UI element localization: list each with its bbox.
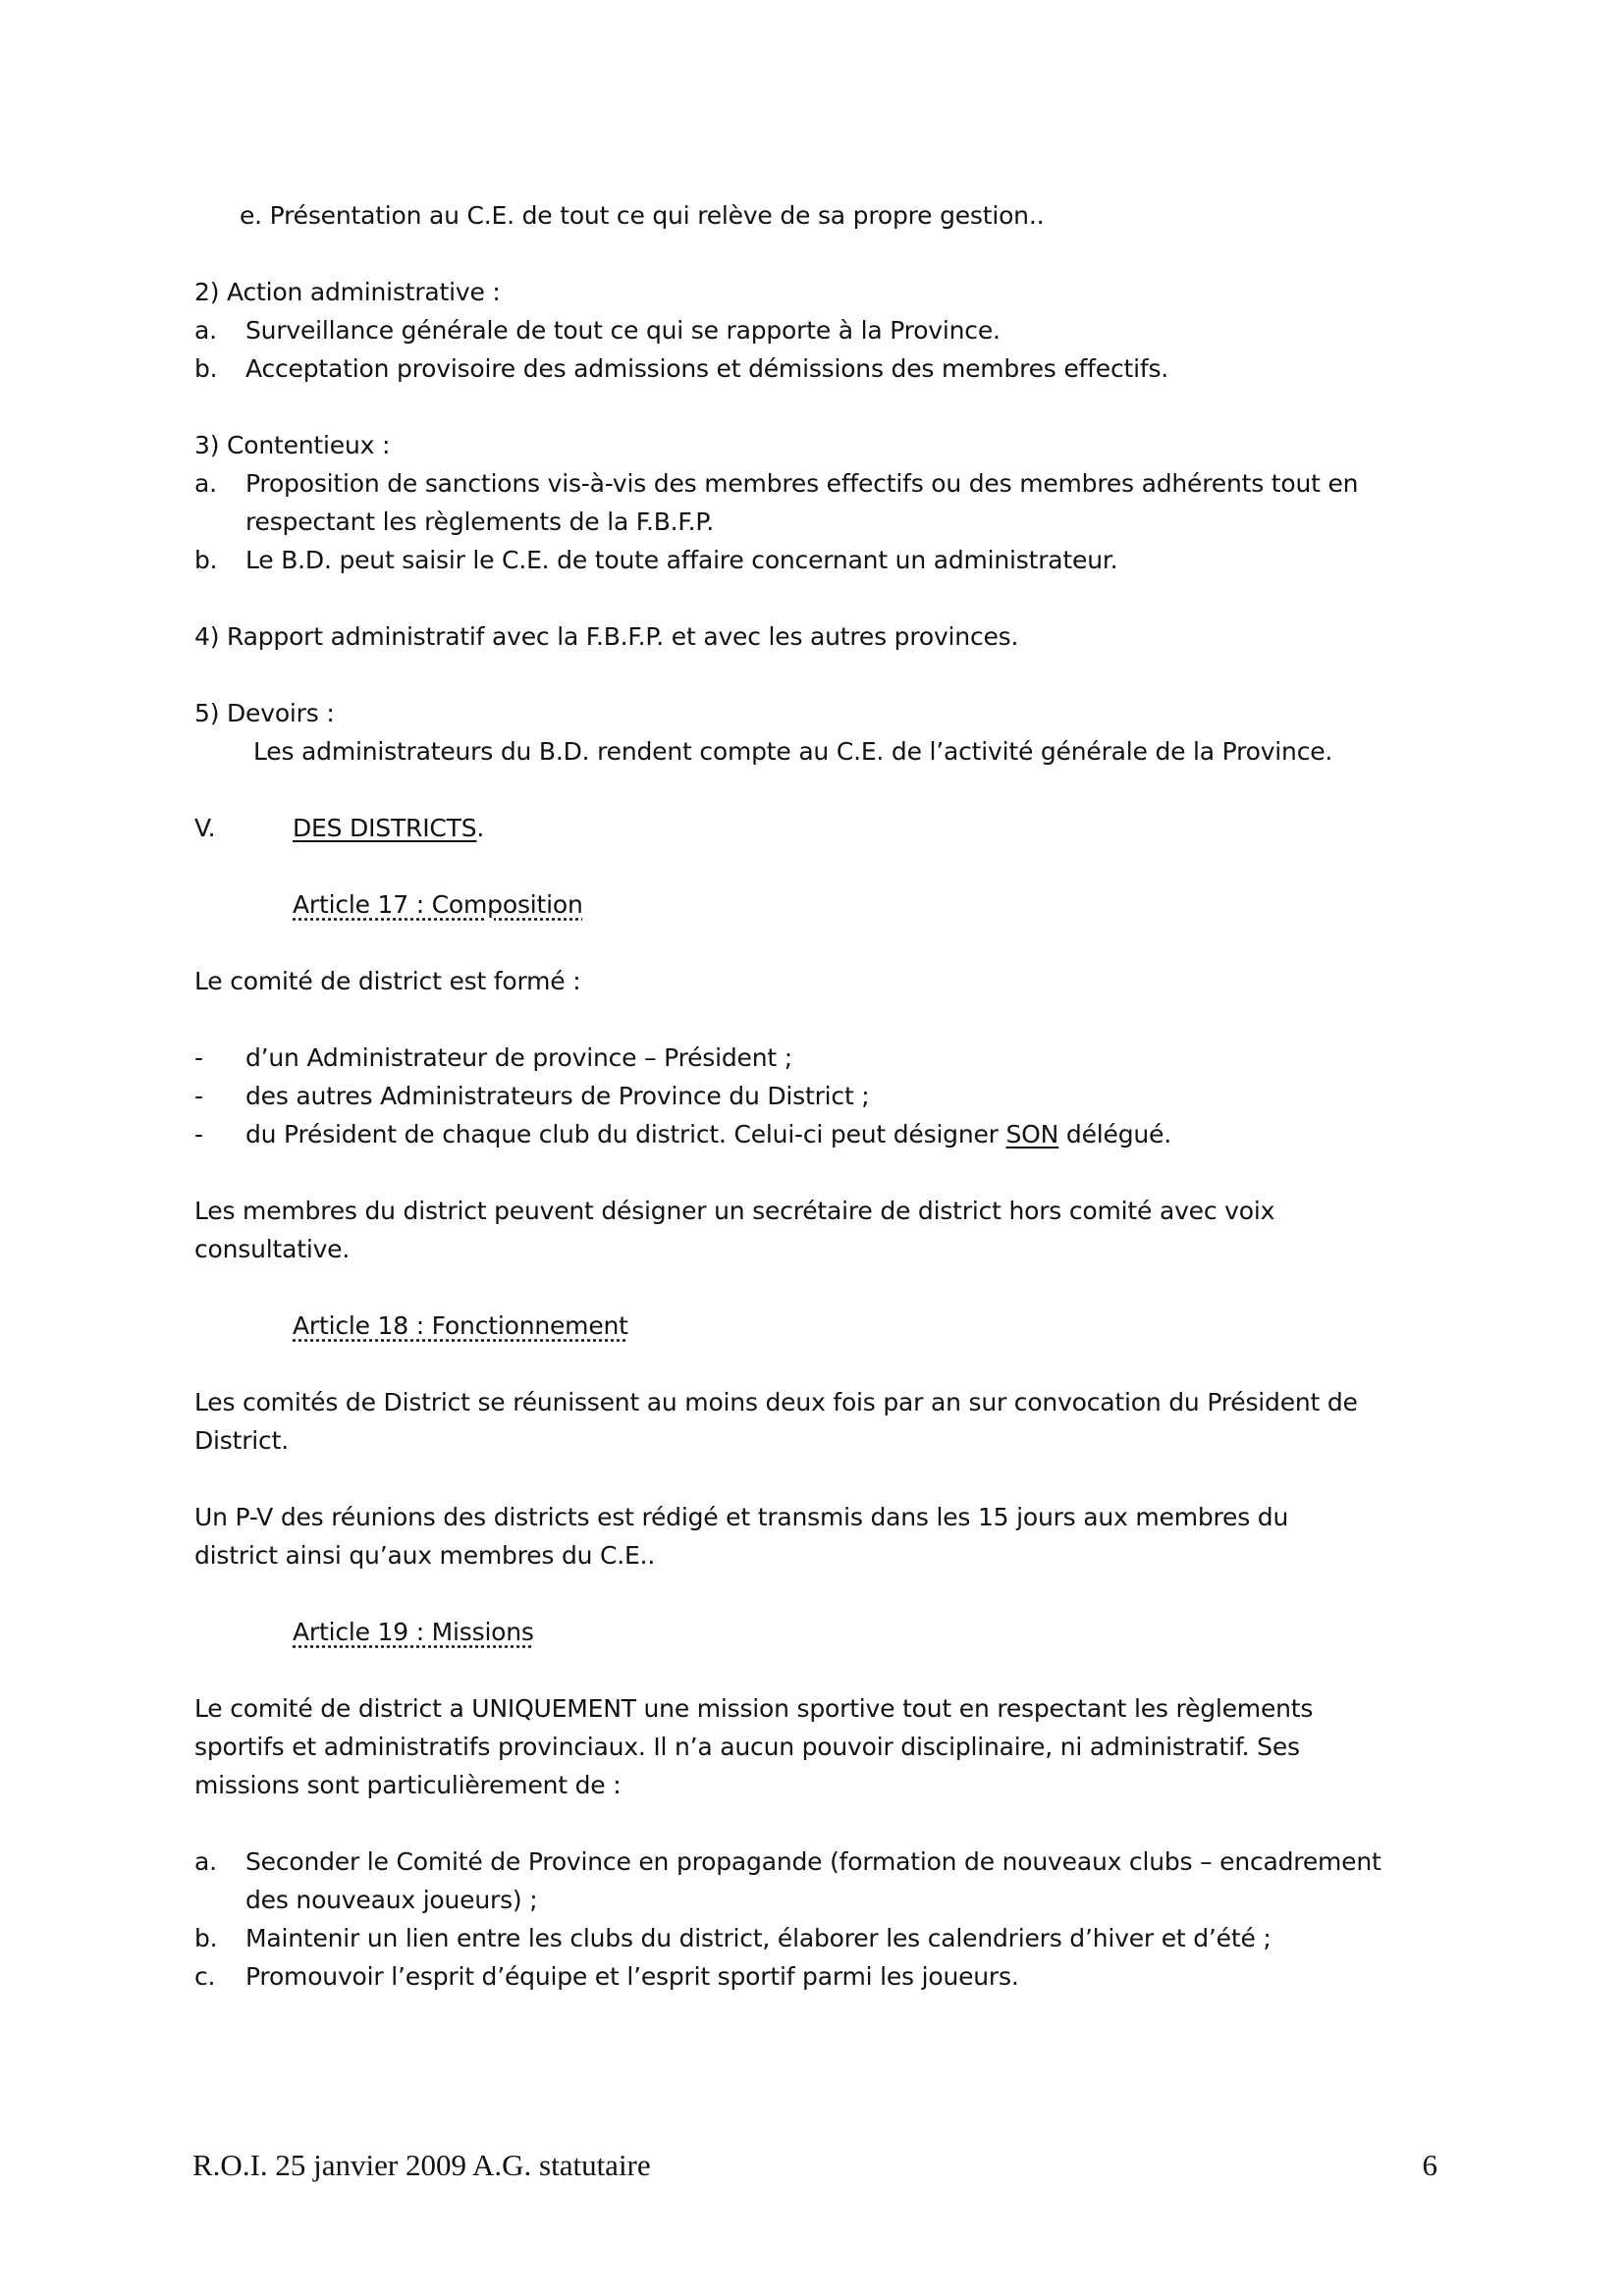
footer-document-reference: R.O.I. 25 janvier 2009 A.G. statutaire [192, 2148, 651, 2182]
list-item-text: du Président de chaque club du district. Celui-ci peut désigner [245, 1120, 1006, 1148]
article-17-item-2 [194, 1077, 1451, 1115]
section-number: V. [194, 814, 216, 842]
article-19-paragraph: Le comité de district a UNIQUEMENT une mission sportive tout en respectant les règlements [194, 1694, 1314, 1723]
section-title: DES DISTRICTS [293, 814, 477, 842]
list-marker: a. [194, 316, 217, 345]
list-item-text: Proposition de sanctions vis-à-vis des membres effectifs ou des membres adhérents tout en [245, 469, 1359, 498]
list-marker: b. [194, 354, 218, 383]
article-18-paragraph-2: Un P-V des réunions des districts est rédigé et transmis dans les 15 jours aux membres du [194, 1503, 1289, 1531]
dash-marker: - [194, 1082, 203, 1110]
item-e-presentation: e. Présentation au C.E. de tout ce qui relève de sa propre gestion.. [240, 201, 1045, 230]
article-18-title: Article 18 : Fonctionnement [293, 1311, 628, 1340]
section-3-item-b [194, 541, 1451, 579]
section-4-heading: 4) Rapport administratif avec la F.B.F.P. et avec les autres provinces. [194, 622, 1019, 651]
section-5-text: Les administrateurs du B.D. rendent compte au C.E. de l’activité générale de la Province. [253, 737, 1333, 766]
page-number: 6 [1422, 2148, 1437, 2182]
list-marker: b. [194, 546, 218, 574]
article-17-title: Article 17 : Composition [293, 890, 583, 919]
article-18-paragraph-2-cont: district ainsi qu’aux membres du C.E.. [194, 1541, 656, 1570]
page-footer [192, 2148, 1437, 2183]
article-18-paragraph-1: Les comités de District se réunissent au moins deux fois par an sur convocation du Président de [194, 1388, 1358, 1416]
article-19-item-a [194, 1842, 1451, 1881]
document-body [194, 196, 1451, 1996]
list-item-text: Le B.D. peut saisir le C.E. de toute affaire concernant un administrateur. [245, 546, 1118, 574]
dash-marker: - [194, 1043, 203, 1072]
list-marker: a. [194, 1847, 217, 1876]
section-2-heading: 2) Action administrative : [194, 278, 501, 306]
article-18-paragraph-1-cont: District. [194, 1426, 289, 1455]
article-17-item-3 [194, 1115, 1451, 1153]
dash-marker: - [194, 1120, 203, 1148]
section-2-item-b [194, 349, 1451, 388]
article-17-item-1 [194, 1039, 1451, 1077]
article-19-item-c [194, 1957, 1451, 1996]
list-marker: b. [194, 1924, 218, 1952]
emphasis-son: SON [1005, 1120, 1059, 1148]
list-item-text: Seconder le Comité de Province en propagande (formation de nouveaux clubs – encadrement [245, 1847, 1381, 1876]
article-19-paragraph-cont: sportifs et administratifs provinciaux. Il n’a aucun pouvoir disciplinaire, ni administratif. Ses [194, 1733, 1300, 1761]
article-19-paragraph-cont: missions sont particulièrement de : [194, 1771, 622, 1799]
list-item-text: d’un Administrateur de province – Président ; [245, 1043, 792, 1072]
article-17-paragraph-cont: consultative. [194, 1235, 351, 1263]
list-item-continuation: respectant les règlements de la F.B.F.P. [245, 507, 715, 536]
article-19-title: Article 19 : Missions [293, 1618, 534, 1646]
section-3-heading: 3) Contentieux : [194, 431, 391, 459]
list-item-continuation: des nouveaux joueurs) ; [245, 1886, 538, 1914]
list-item-text: des autres Administrateurs de Province du District ; [245, 1082, 870, 1110]
section-2-item-a [194, 311, 1451, 349]
list-item-text: Surveillance générale de tout ce qui se rapporte à la Province. [245, 316, 1001, 345]
article-17-paragraph: Les membres du district peuvent désigner un secrétaire de district hors comité avec voix [194, 1197, 1275, 1225]
list-item-text: Promouvoir l’esprit d’équipe et l’esprit sportif parmi les joueurs. [245, 1962, 1019, 1991]
section-title-period: . [476, 814, 485, 842]
list-item-text: Acceptation provisoire des admissions et démissions des membres effectifs. [245, 354, 1169, 383]
article-17-intro: Le comité de district est formé : [194, 967, 581, 995]
list-item-text-end: délégué. [1058, 1120, 1171, 1148]
list-marker: c. [194, 1962, 216, 1991]
section-3-item-a [194, 464, 1451, 503]
article-19-item-b [194, 1919, 1451, 1957]
section-v-heading [194, 809, 1451, 847]
list-item-text: Maintenir un lien entre les clubs du district, élaborer les calendriers d’hiver et d’été ; [245, 1924, 1272, 1952]
section-5-heading: 5) Devoirs : [194, 699, 335, 727]
list-marker: a. [194, 469, 217, 498]
